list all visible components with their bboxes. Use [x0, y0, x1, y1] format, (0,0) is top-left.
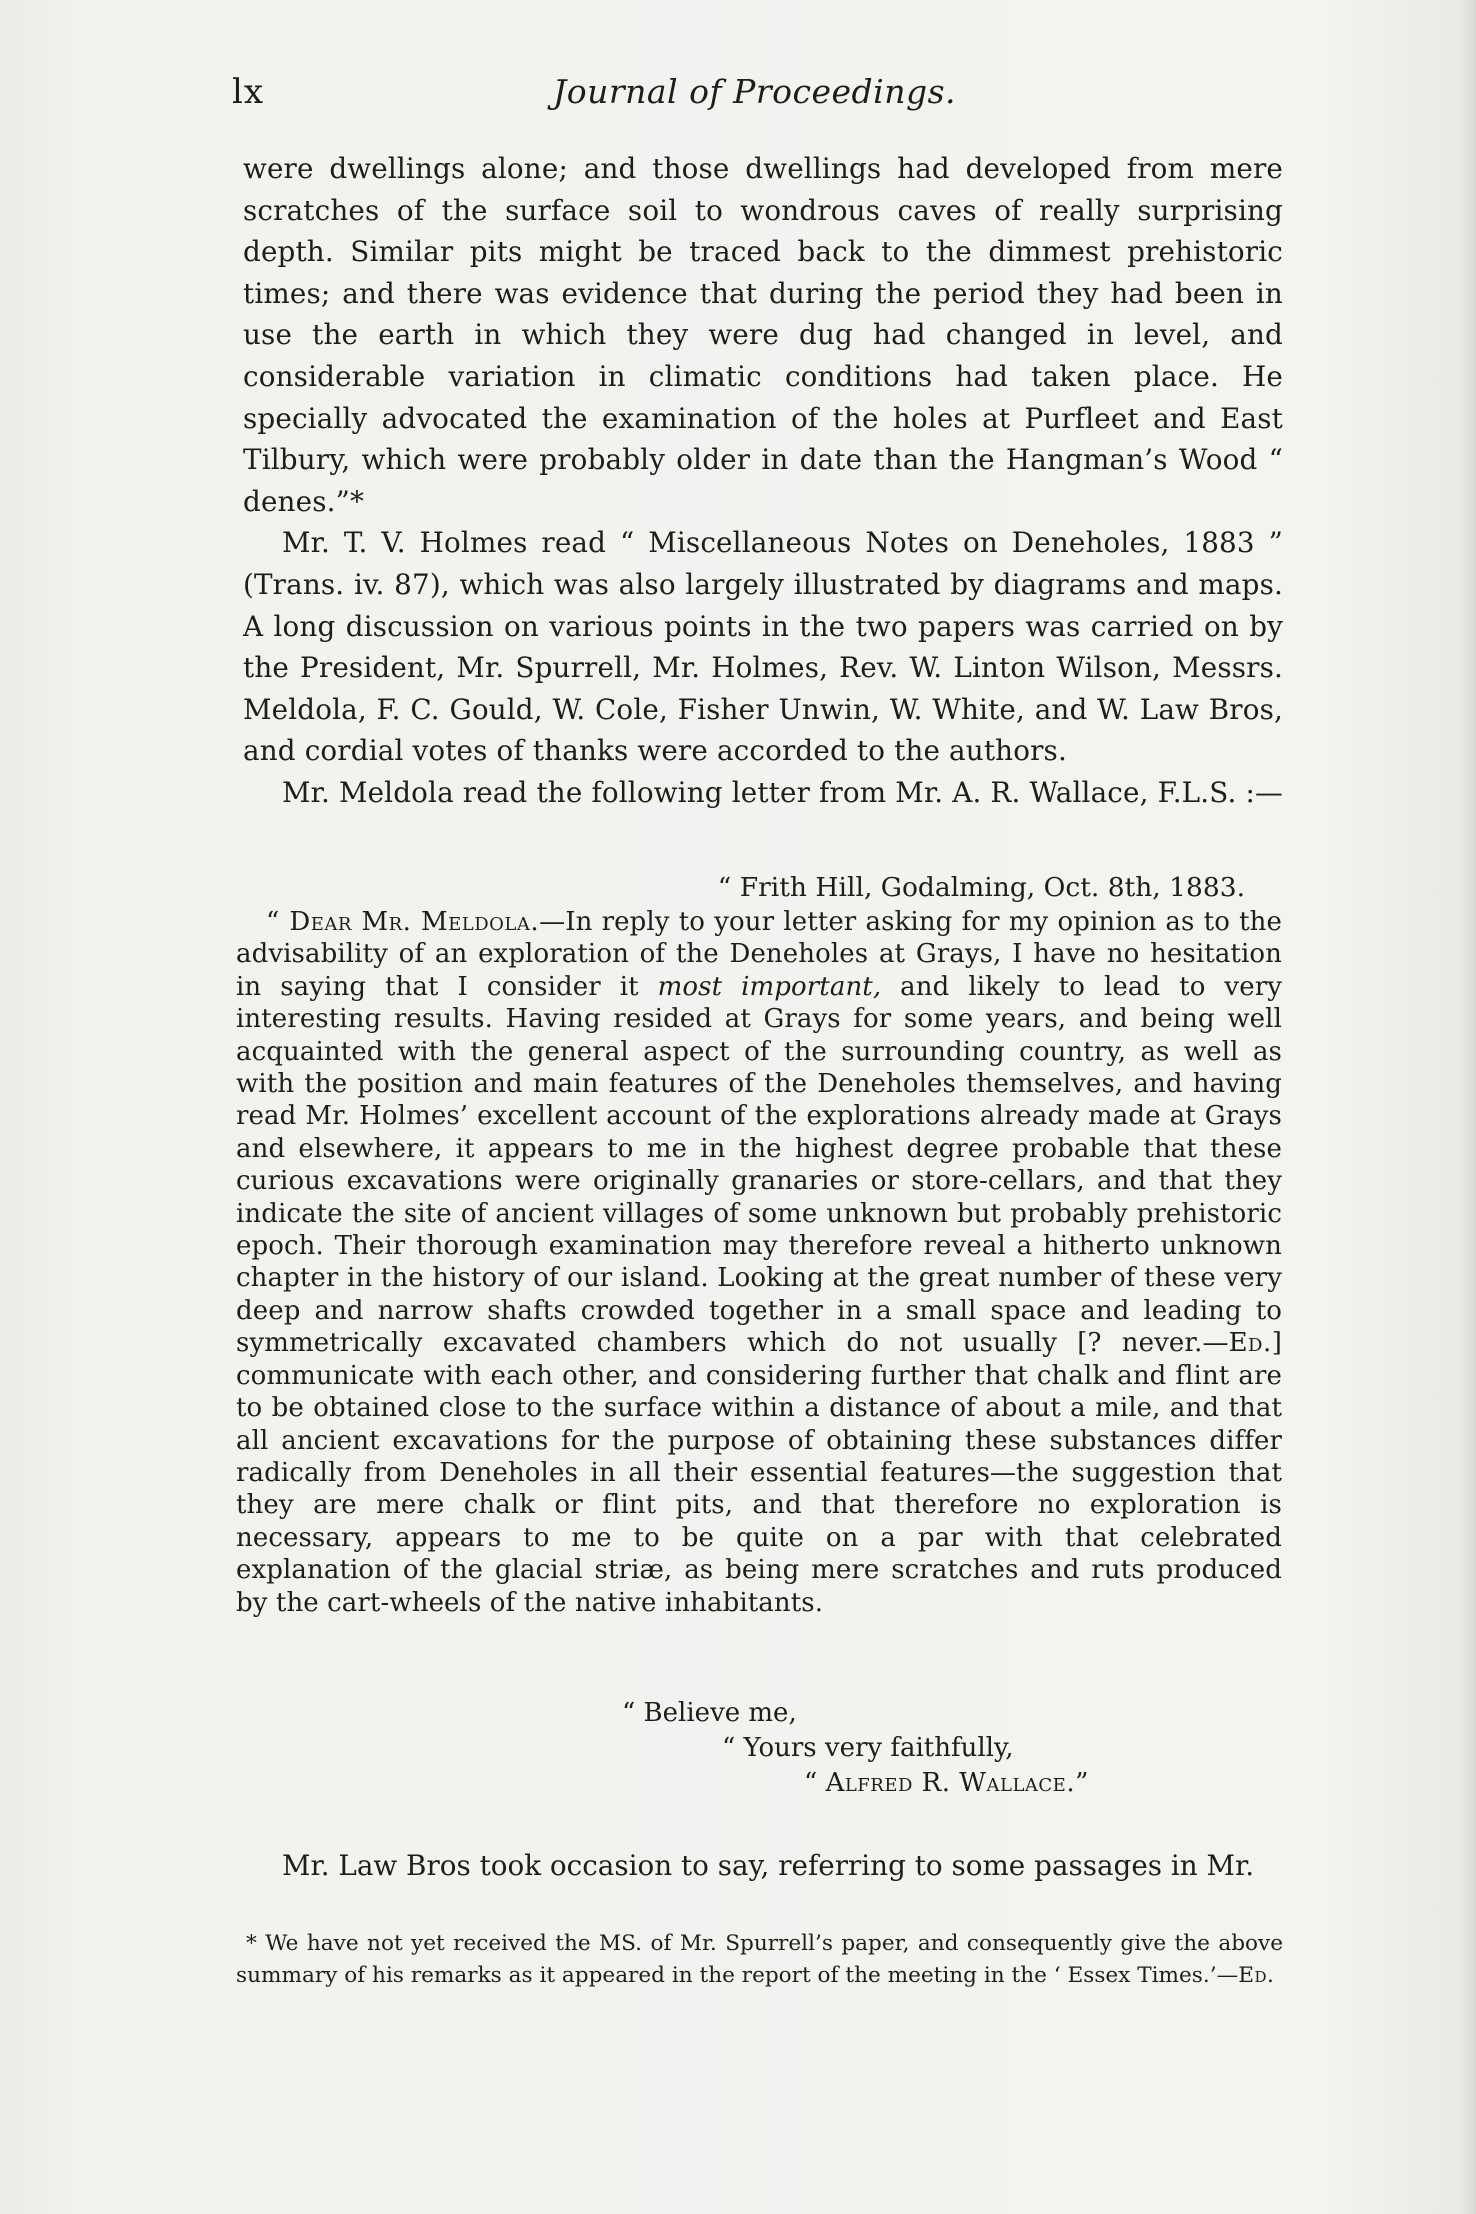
main-text: [243, 148, 1283, 814]
footnote-text: * We have not yet received the MS. of Mr. Spurrell’s paper, and consequently give the above summary of his remarks as it appeared in the report of the meeting in the ‘ Essex Times.’—: [236, 1931, 1283, 1988]
page-header: [232, 70, 1277, 120]
letter-emphasis: most important,: [657, 971, 882, 1002]
letter-closing-believe: “ Believe me,: [622, 1698, 797, 1728]
paragraph-continued: were dwellings alone; and those dwellings had developed from mere scratches of the surface soil to wondrous caves of really surprising depth. Similar pits might be traced back to the dimmest prehistoric times; and there was evidence that during the period they had been in use the earth in which they were dug had changed in level, and considerable variation in climatic conditions had taken place. He specially advocated the examination of the holes at Purfleet and East Tilbury, which were probably older in date than the Hangman’s Wood “ denes.”*: [243, 152, 1283, 518]
letter-address: “ Frith Hill, Godalming, Oct. 8th, 1883.: [717, 872, 1245, 903]
letter-closing-yours: “ Yours very faithfully,: [722, 1733, 1014, 1763]
footnote: [236, 1928, 1283, 1991]
running-head: Journal of Proceedings.: [552, 72, 957, 111]
paragraph-meldola: Mr. Meldola read the following letter from Mr. A. R. Wallace, F.L.S. :—: [282, 775, 1283, 809]
letter-paragraph: [236, 906, 1282, 1619]
continuation-text: [243, 1845, 1283, 1887]
page-edge-shadow: [1462, 0, 1476, 2214]
signature-quote-close: ”: [1075, 1768, 1089, 1798]
letter-text-part-2: and likely to lead to very interesting results. Having resided at Grays for some years, and being well acquainted with the general aspect of the surrounding country, as well as with the position and main features of the Deneholes themselves, and having read Mr. Holmes’ excellent account of the explorations already made at Grays and elsewhere, it appears to me in the highest degree probable that these curious excavations were originally granaries or store-cellars, and that they indicate the site of ancient villages of some unknown but probably prehistoric epoch. Their thorough examination may therefore reveal a hitherto unknown chapter in the history of our island. Looking at the great number of these very deep and narrow shafts crowded together in a small space and leading to symmetrically excavated chambers which do not usually [? never.—: [236, 971, 1283, 1359]
footnote-paragraph: [236, 1928, 1283, 1991]
letter-salutation: “ Dear Mr. Meldola.: [266, 907, 540, 937]
letter-text-part-1: —In reply to your letter asking for my opinion as to the advisability of an exploration of the Deneholes at Grays, I have no hesitation in saying that I consider it: [236, 907, 1283, 1002]
page-number: lx: [232, 72, 265, 112]
paragraph-law-bros: Mr. Law Bros took occasion to say, referring to some passages in Mr.: [282, 1849, 1255, 1882]
letter-body: [236, 906, 1282, 1619]
signature-quote-open: “: [804, 1768, 826, 1798]
letter-text-part-3: ] communicate with each other, and considering further that chalk and flint are to be obtained close to the surface within a distance of about a mile, and that all ancient excavations for the purpose of obtaining these substances differ radically from Deneholes in all their essential features—the suggestion that they are mere chalk or flint pits, and that therefore no exploration is necessary, appears to me to be quite on a par with that celebrated explanation of the glacial striæ, as being mere scratches and ruts produced by the cart-wheels of the native inhabitants.: [236, 1328, 1282, 1618]
editor-mark: Ed.: [1228, 1328, 1272, 1359]
signature-name: Alfred R. Wallace.: [825, 1768, 1076, 1798]
footnote-editor-mark: Ed.: [1238, 1962, 1275, 1988]
letter-signature: [804, 1766, 1088, 1800]
paragraph-holmes: Mr. T. V. Holmes read “ Miscellaneous Notes on Deneholes, 1883 ” (Trans. iv. 87), which was also largely illustrated by diagrams and maps. A long discussion on various points in the two papers was carried on by the President, Mr. Spurrell, Mr. Holmes, Rev. W. Linton Wilson, Messrs. Meldola, F. C. Gould, W. Cole, Fisher Unwin, W. White, and W. Law Bros, and cordial votes of thanks were accorded to the authors.: [243, 526, 1283, 768]
